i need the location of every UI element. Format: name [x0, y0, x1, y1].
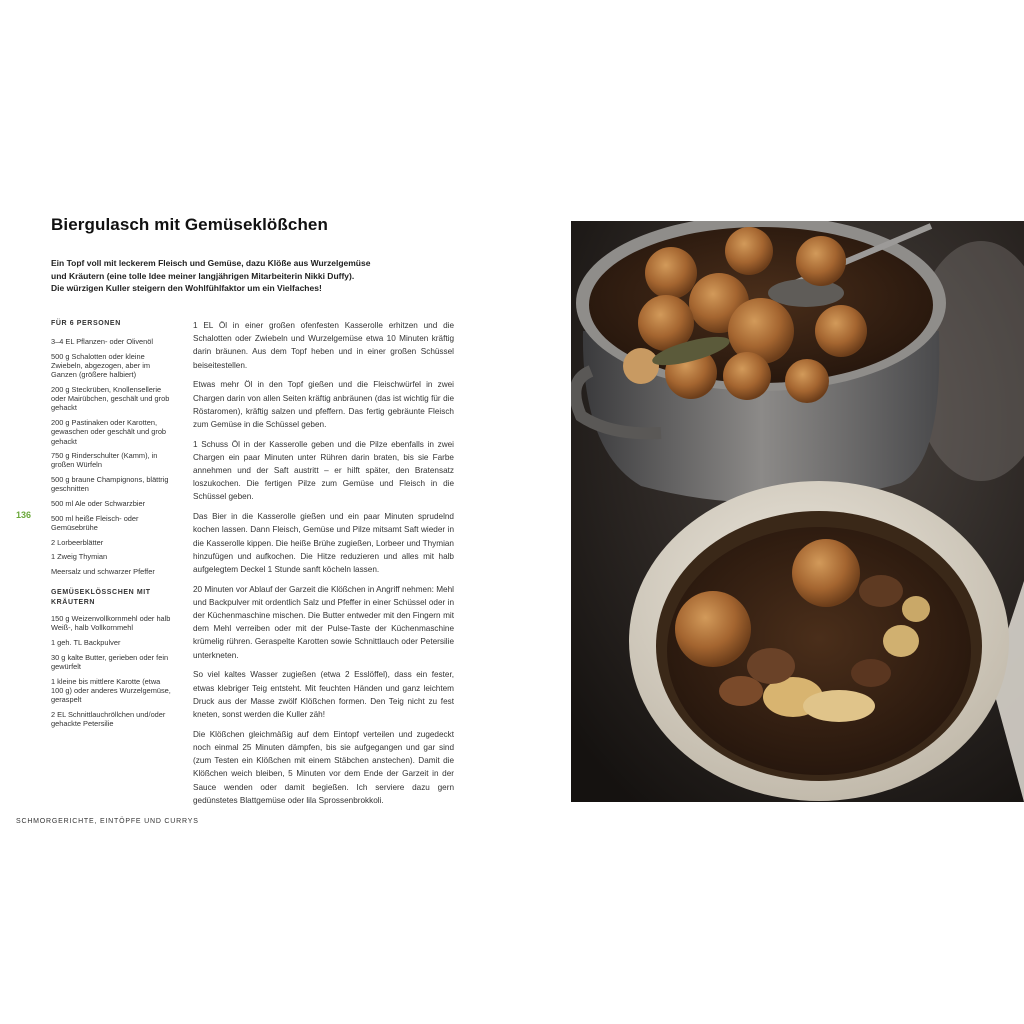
instruction-paragraph: Das Bier in die Kasserolle gießen und ein paar Minuten sprudelnd kochen lassen. Dann Fleisch, Gemüse und Pilze mitsamt Saft wieder in die Kasserolle kippen. Die heiße Brühe zugießen, Lorbeer und Thymian hinzufügen und aufkochen. Die Hitze reduzieren und alles mit halb aufgelegtem Deckel 1 Stunde sanft köcheln lassen.	[193, 512, 454, 574]
ingredient-item: 750 g Rinderschulter (Kamm), in großen Würfeln	[51, 451, 158, 470]
ingredient-item: 500 ml heiße Fleisch- oder Gemüsebrühe	[51, 513, 139, 532]
ingredient-item: 500 g braune Champignons, blättrig geschnitten	[51, 475, 169, 494]
stew-photo-illustration	[571, 221, 1024, 802]
ingredient-item: 500 g Schalotten oder kleine Zwiebeln, abgezogen, aber im Ganzen (größere halbiert)	[51, 351, 151, 380]
dumplings-heading: GEMÜSEKLÖSSCHEN MIT KRÄUTERN	[51, 589, 151, 606]
ingredient-item: 200 g Steckrüben, Knollensellerie oder Mairübchen, geschält und grob gehackt	[51, 385, 170, 413]
ingredient-item: 3–4 EL Pflanzen- oder Olivenöl	[51, 337, 154, 347]
ingredient-item: 500 ml Ale oder Schwarzbier	[51, 499, 146, 509]
instruction-paragraph: So viel kaltes Wasser zugießen (etwa 2 Esslöffel), dass ein fester, etwas klebriger Teig entsteht. Mit feuchten Händen und ganz leichtem Druck aus der Masse zwölf Klößchen formen. Den Teig nicht zu fest kneten, sonst werden die Kuller zäh!	[193, 670, 454, 719]
instruction-paragraph: Etwas mehr Öl in den Topf gießen und die Fleischwürfel in zwei Chargen darin von allen Seiten kräftig anbräunen (das ist wichtig für die Röstaromen), kräftig salzen und pfeffern. Das fertig gebräunte Fleisch zum Gemüse in die Schüssel geben.	[193, 380, 454, 429]
chapter-footer: SCHMORGERICHTE, EINTÖPFE UND CURRYS	[16, 818, 199, 825]
ingredient-item: 1 Zweig Thymian	[51, 552, 108, 562]
ingredient-item: 150 g Weizenvollkornmehl oder halb Weiß-, halb Vollkornmehl	[51, 614, 171, 633]
ingredient-item: 1 geh. TL Backpulver	[51, 638, 121, 648]
page-number: 136	[16, 510, 32, 520]
instruction-paragraph: 1 EL Öl in einer großen ofenfesten Kasserolle erhitzen und die Schalotten oder Zwiebeln und Wurzelgemüse etwa 10 Minuten kräftig darin bräunen. Aus dem Topf heben und in einer großen Schüssel beiseitestellen.	[193, 321, 454, 370]
intro-line: Ein Topf voll mit leckerem Fleisch und Gemüse, dazu Klöße aus Wurzelgemüse	[51, 258, 371, 268]
ingredient-item: 30 g kalte Butter, gerieben oder fein gewürfelt	[51, 652, 169, 672]
ingredient-item: 1 kleine bis mittlere Karotte (etwa 100 g) oder anderes Wurzelgemüse, geraspelt	[51, 676, 171, 705]
ingredient-item: 2 Lorbeerblätter	[51, 537, 104, 547]
stew-photo	[571, 221, 1024, 802]
ingredient-item: Meersalz und schwarzer Pfeffer	[51, 567, 155, 577]
instruction-paragraph: Die Klößchen gleichmäßig auf dem Eintopf verteilen und zugedeckt noch einmal 25 Minuten dämpfen, bis sie aufgegangen und gar sind (zum Testen ein Klößchen mit einem Stäbchen anstechen). Damit die Klößchen weich bleiben, 5 Minuten vor dem Ende der Garzeit in der Sauce wenden oder damit begießen. Ich serviere dazu gern gedünstetes Blattgemüse oder lila Sprossenbrokkoli.	[193, 729, 454, 805]
instruction-paragraph: 20 Minuten vor Ablauf der Garzeit die Klößchen in Angriff nehmen: Mehl und Backpulver mit ordentlich Salz und Pfeffer in einer Schüssel oder in der Küchenmaschine mischen. Die Butter entweder mit den Fingern mit dem Mehl verreiben oder mit der Pulse-Taste der Küchenmaschine krümelig rühren. Geraspelte Karotten sowie Schnittlauch oder Petersilie unterkneten.	[193, 584, 454, 660]
instruction-paragraph: 1 Schuss Öl in der Kasserolle geben und die Pilze ebenfalls in zwei Chargen ein paar Minuten unter Rühren darin braten, bis sie Farbe annehmen und der Saft austritt – er hilft später, den Bratensatz loszukochen. Die fertigen Pilze zum Gemüse und Fleisch in die Schüssel geben.	[193, 439, 454, 502]
recipe-title: Biergulasch mit Gemüseklößchen	[51, 215, 328, 234]
ingredient-item: 2 EL Schnittlauchröllchen und/oder gehackte Petersilie	[51, 709, 166, 729]
ingredients-column	[51, 319, 171, 734]
intro-line: Die würzigen Kuller steigern den Wohlfühlfaktor um ein Vielfaches!	[51, 283, 322, 293]
intro-line: und Kräutern (eine tolle Idee meiner langjährigen Mitarbeiterin Nikki Duffy).	[51, 270, 355, 281]
ingredient-item: 200 g Pastinaken oder Karotten, gewaschen oder geschält und grob gehackt	[51, 418, 167, 446]
recipe-intro	[51, 257, 411, 295]
servings-heading: FÜR 6 PERSONEN	[51, 320, 121, 327]
instructions-column	[193, 319, 454, 813]
